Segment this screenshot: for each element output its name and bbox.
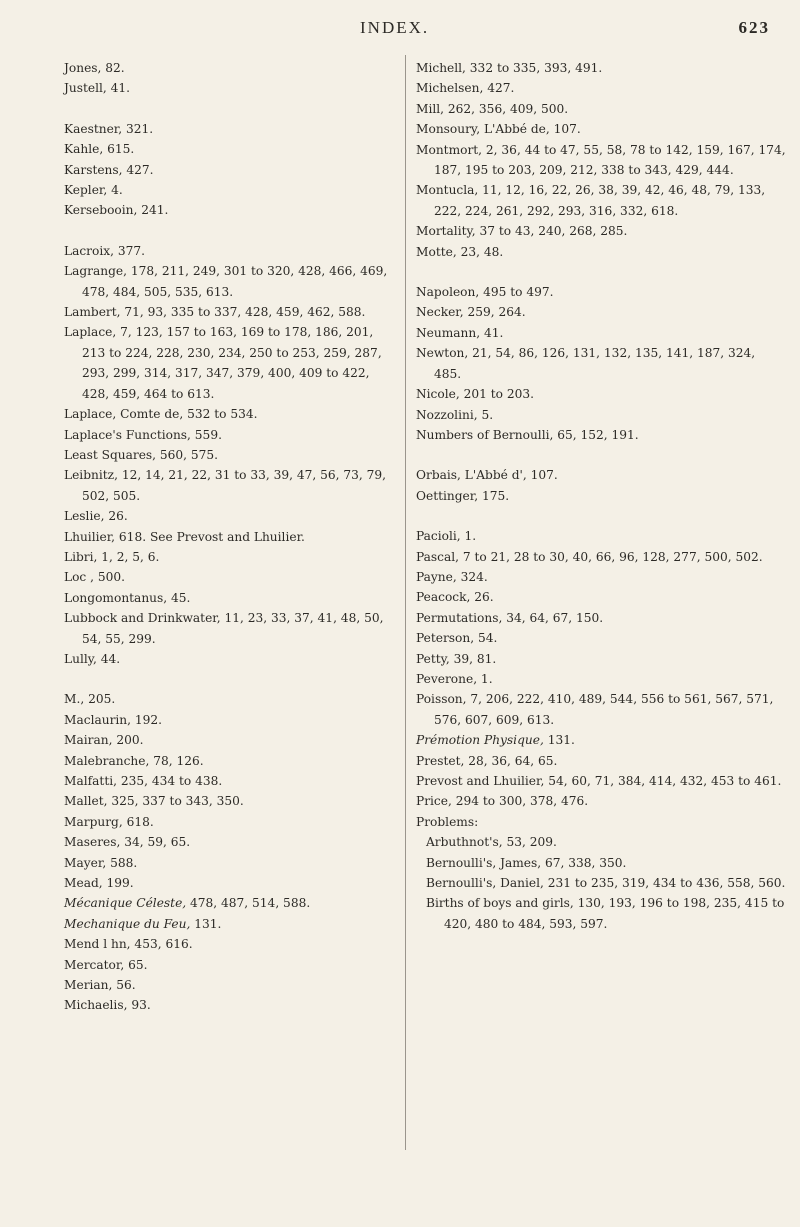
index-entry: Lambert, 71, 93, 335 to 337, 428, 459, 462, 588. bbox=[64, 305, 366, 320]
index-entry: Montmort, 2, 36, 44 to 47, 55, 58, 78 to 142, 159, 167, 174, 187, 195 to 203, 209, 212, 338 to 343, 429, 444. bbox=[416, 142, 786, 178]
index-entry: Jones, 82. bbox=[64, 61, 125, 75]
index-entry: Pascal, 7 to 21, 28 to 30, 40, 66, 96, 128, 277, 500, 502. bbox=[416, 549, 763, 564]
index-entry: Mortality, 37 to 43, 240, 268, 285. bbox=[416, 224, 628, 239]
index-entry: Malebranche, 78, 126. bbox=[64, 753, 204, 768]
entry-pages: 478, 487, 514, 588. bbox=[186, 896, 311, 911]
index-entry: Motte, 23, 48. bbox=[416, 244, 504, 259]
index-column-left bbox=[64, 58, 399, 1016]
entry-title-italic: Prémotion Physique, bbox=[416, 733, 544, 748]
index-entry: Malfatti, 235, 434 to 438. bbox=[64, 774, 223, 788]
index-entry: Prevost and Lhuilier, 54, 60, 71, 384, 414, 432, 453 to 461. bbox=[416, 774, 782, 788]
running-title: INDEX. bbox=[360, 18, 430, 37]
index-entry: Napoleon, 495 to 497. bbox=[416, 285, 554, 300]
index-entry: Marpurg, 618. bbox=[64, 814, 154, 829]
section-gap bbox=[64, 221, 399, 241]
index-entry: Lagrange, 178, 211, 249, 301 to 320, 428, 466, 469, 478, 484, 505, 535, 613. bbox=[64, 264, 388, 299]
index-entry: Peacock, 26. bbox=[416, 590, 494, 605]
column-divider bbox=[405, 55, 406, 1150]
index-entry: M., 205. bbox=[64, 692, 116, 707]
section-gap bbox=[64, 99, 399, 119]
index-entry: Kepler, 4. bbox=[64, 183, 123, 198]
index-entry: Leibnitz, 12, 14, 21, 22, 31 to 33, 39, 47, 56, 73, 79, 502, 505. bbox=[64, 468, 386, 503]
entry-pages: 131. bbox=[543, 733, 575, 748]
index-entry: Mead, 199. bbox=[64, 876, 134, 891]
index-entry: Oettinger, 175. bbox=[416, 488, 510, 503]
index-entry: Prestet, 28, 36, 64, 65. bbox=[416, 753, 558, 768]
index-entry: Nozzolini, 5. bbox=[416, 407, 494, 422]
index-entry: Mayer, 588. bbox=[64, 855, 138, 870]
index-subentry: Arbuthnot's, 53, 209. bbox=[426, 835, 557, 850]
index-entry: Orbais, L'Abbé d', 107. bbox=[416, 468, 558, 483]
index-subentry: Births of boys and girls, 130, 193, 196 to 198, 235, 415 to 420, 480 to 484, 593, 597. bbox=[426, 896, 785, 931]
index-entry: Lully, 44. bbox=[64, 651, 121, 666]
index-entry: Laplace, 7, 123, 157 to 163, 169 to 178, 186, 201, 213 to 224, 228, 230, 234, 250 to 253, 259, 287, 293, 299, 314, 317, 347, 379, 400, 409 to 422, 428, 459, 464 to 613. bbox=[64, 325, 382, 401]
index-subentry: Bernoulli's, Daniel, 231 to 235, 319, 434 to 436, 558, 560. bbox=[426, 876, 786, 891]
index-entry: Justell, 41. bbox=[64, 81, 131, 96]
section-gap bbox=[64, 669, 399, 689]
index-entry: Payne, 324. bbox=[416, 569, 488, 584]
index-entry: Michell, 332 to 335, 393, 491. bbox=[416, 61, 603, 75]
index-entry: Lacroix, 377. bbox=[64, 243, 146, 258]
index-entry: Lubbock and Drinkwater, 11, 23, 33, 37, 41, 48, 50, 54, 55, 299. bbox=[64, 611, 384, 646]
index-subentry: Bernoulli's, James, 67, 338, 350. bbox=[426, 855, 627, 870]
section-gap bbox=[416, 506, 786, 526]
index-entry: Michelsen, 427. bbox=[416, 81, 515, 96]
index-entry: Kahle, 615. bbox=[64, 142, 135, 157]
entry-title-italic: Mechanique du Feu, bbox=[64, 916, 191, 931]
index-entry: Longomontanus, 45. bbox=[64, 590, 191, 605]
index-entry: Michaelis, 93. bbox=[64, 998, 151, 1013]
index-entry bbox=[416, 730, 786, 750]
index-entry: Necker, 259, 264. bbox=[416, 305, 526, 320]
section-gap bbox=[416, 445, 786, 465]
index-entry: Peterson, 54. bbox=[416, 631, 498, 646]
index-column-right bbox=[416, 58, 786, 934]
index-entry: Peverone, 1. bbox=[416, 671, 493, 686]
index-entry: Merian, 56. bbox=[64, 978, 136, 993]
index-entry: Nicole, 201 to 203. bbox=[416, 387, 534, 402]
index-entry: Leslie, 26. bbox=[64, 509, 128, 524]
index-entry: Mairan, 200. bbox=[64, 733, 144, 748]
index-entry: Neumann, 41. bbox=[416, 325, 504, 340]
index-entry bbox=[64, 893, 399, 913]
index-entry bbox=[64, 914, 399, 934]
entry-title-italic: Mécanique Céleste, bbox=[64, 896, 187, 911]
index-entry: Mend l hn, 453, 616. bbox=[64, 937, 193, 952]
index-entry: Price, 294 to 300, 378, 476. bbox=[416, 794, 589, 809]
index-entry: Monsoury, L'Abbé de, 107. bbox=[416, 122, 581, 137]
section-gap bbox=[416, 262, 786, 282]
index-entry: Mill, 262, 356, 409, 500. bbox=[416, 101, 569, 116]
index-entry: Least Squares, 560, 575. bbox=[64, 447, 219, 462]
index-entry: Poisson, 7, 206, 222, 410, 489, 544, 556 to 561, 567, 571, 576, 607, 609, 613. bbox=[416, 692, 774, 727]
index-entry: Kaestner, 321. bbox=[64, 121, 154, 136]
index-entry: Pacioli, 1. bbox=[416, 529, 477, 544]
index-entry: Montucla, 11, 12, 16, 22, 26, 38, 39, 42, 46, 48, 79, 133, 222, 224, 261, 292, 293, 316, 332, 618. bbox=[416, 183, 766, 218]
index-entry: Mercator, 65. bbox=[64, 957, 148, 972]
index-entry: Problems: bbox=[416, 814, 479, 829]
index-entry: Lhuilier, 618. See Prevost and Lhuilier. bbox=[64, 529, 305, 544]
page-header bbox=[0, 14, 800, 42]
index-entry: Loc , 500. bbox=[64, 570, 126, 585]
index-entry: Laplace, Comte de, 532 to 534. bbox=[64, 407, 258, 422]
index-entry: Petty, 39, 81. bbox=[416, 651, 497, 666]
entry-pages: 131. bbox=[190, 916, 222, 931]
index-entry: Laplace's Functions, 559. bbox=[64, 427, 222, 442]
index-entry: Numbers of Bernoulli, 65, 152, 191. bbox=[416, 427, 639, 442]
index-entry: Maclaurin, 192. bbox=[64, 712, 163, 727]
index-entry: Newton, 21, 54, 86, 126, 131, 132, 135, 141, 187, 324, 485. bbox=[416, 346, 756, 381]
index-entry: Mallet, 325, 337 to 343, 350. bbox=[64, 794, 244, 809]
index-entry: Permutations, 34, 64, 67, 150. bbox=[416, 610, 604, 625]
index-entry: Karstens, 427. bbox=[64, 162, 154, 177]
index-entry: Libri, 1, 2, 5, 6. bbox=[64, 549, 160, 564]
index-entry: Maseres, 34, 59, 65. bbox=[64, 835, 191, 850]
index-entry: Kersebooin, 241. bbox=[64, 203, 169, 218]
page-number: 623 bbox=[738, 18, 770, 37]
